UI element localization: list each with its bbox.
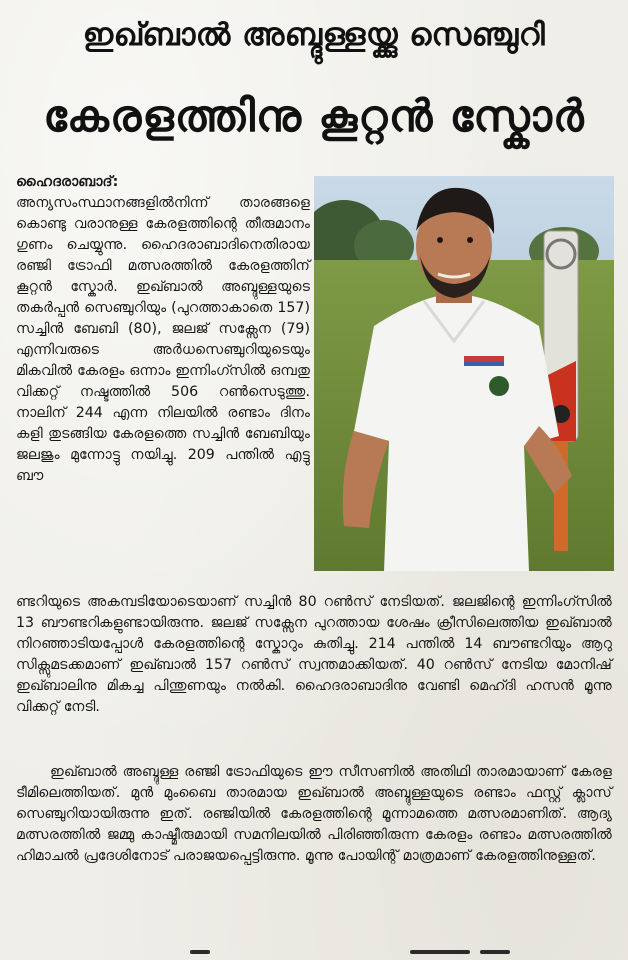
dateline: ഹൈദരാബാദ്:: [16, 174, 119, 190]
article-paragraph-2-text: ഇഖ്ബാൽ അബ്ദുള്ള രഞ്ജി ട്രോഫിയുടെ ഈ സീസണിൽ അതിഥി താരമായാണ് കേരള ടീമിലെത്തിയത്. മുൻ മുംബൈ താരമായ ഇഖ്ബാൽ അബ്ദുള്ളയുടെ രണ്ടാം ഫസ്റ്റ് ക്ലാസ് സെഞ്ചുറിയായിരുന്നു ഇത്. രഞ്ജിയിൽ കേരളത്തിന്റെ മൂന്നാമത്തെ മത്സരമാണിത്. ആദ്യ മത്സരത്തിൽ ജമ്മു കാഷ്മീരുമായി സമനിലയിൽ പിരിഞ്ഞിരുന്ന കേരളം രണ്ടാം മത്സരത്തിൽ ഹിമാചൽ പ്രദേശിനോട് പരാജയപ്പെട്ടിരുന്നു. മൂന്നു പോയിന്റ് മാത്രമാണ് കേരളത്തിനുള്ളത്.: [16, 764, 612, 864]
headline-line-2: കേരളത്തിനു കൂറ്റൻ സ്കോർ: [43, 91, 585, 142]
next-article-cutoff: [0, 944, 628, 960]
cricketer-photo: [314, 176, 614, 571]
article-column-text: അന്യസംസ്ഥാനങ്ങളിൽനിന്ന് താരങ്ങളെ കൊണ്ടു വരാനുള്ള കേരളത്തിന്റെ തീരുമാനം ഗുണം ചെയ്യുന്നു. ഹൈദരാബാദിനെതിരായ രഞ്ജി ട്രോഫി മത്സരത്തിൽ കേരളത്തിന് കൂറ്റൻ സ്കോർ. ഇഖ്ബാൽ അബ്ദുള്ളയുടെ തകർപ്പൻ സെഞ്ചുറിയും (പുറത്താകാതെ 157) സച്ചിൻ ബേബി (80), ജലജ് സക്സേന (79) എന്നിവരുടെ അർധസെഞ്ചുറിയുടെയും മികവിൽ കേരളം ഒന്നാം ഇന്നിംഗ്സിൽ ഒമ്പതു വിക്കറ്റ് നഷ്ടത്തിൽ 506 റൺസെടുത്തു. നാലിന് 244 എന്ന നിലയിൽ രണ്ടാം ദിനം കളി തുടങ്ങിയ കേരളത്തെ സച്ചിൻ ബേബിയും ജലജും മുന്നോട്ടു നയിച്ചു. 209 പന്തിൽ എട്ടു ബൗ: [16, 195, 310, 484]
headline-line-1: ഇഖ്ബാൽ അബ്ദുള്ളയ്ക്കു സെഞ്ചുറി: [82, 17, 546, 53]
article-continuation: [16, 592, 612, 718]
article-continuation-text: ണ്ടറിയുടെ അകമ്പടിയോടെയാണ് സച്ചിൻ 80 റൺസ് നേടിയത്. ജലജിന്റെ ഇന്നിംഗ്സിൽ 13 ബൗണ്ടറികളുണ്ടായിരുന്നു. ജലജ് സക്സേന പുറത്തായ ശേഷം ക്രീസിലെത്തിയ ഇഖ്ബാൽ നിറഞ്ഞാടിയപ്പോൾ കേരളത്തിന്റെ സ്കോറും കുതിച്ചു. 214 പന്തിൽ 14 ബൗണ്ടറിയും ആറു സിക്സുമടക്കമാണ് ഇഖ്ബാൽ 157 റൺസ് സ്വന്തമാക്കിയത്. 40 റൺസ് നേടിയ മോനിഷ് ഇഖ്ബാലിനു മികച്ച പിന്തുണയും നൽകി. ഹൈദരാബാദിനു വേണ്ടി മെഹ്ദി ഹസൻ മൂന്നു വിക്കറ്റ് നേടി.: [16, 594, 612, 715]
article-paragraph-2: [16, 762, 612, 867]
article-column: [16, 172, 310, 487]
cricketer-illustration: [314, 176, 614, 571]
